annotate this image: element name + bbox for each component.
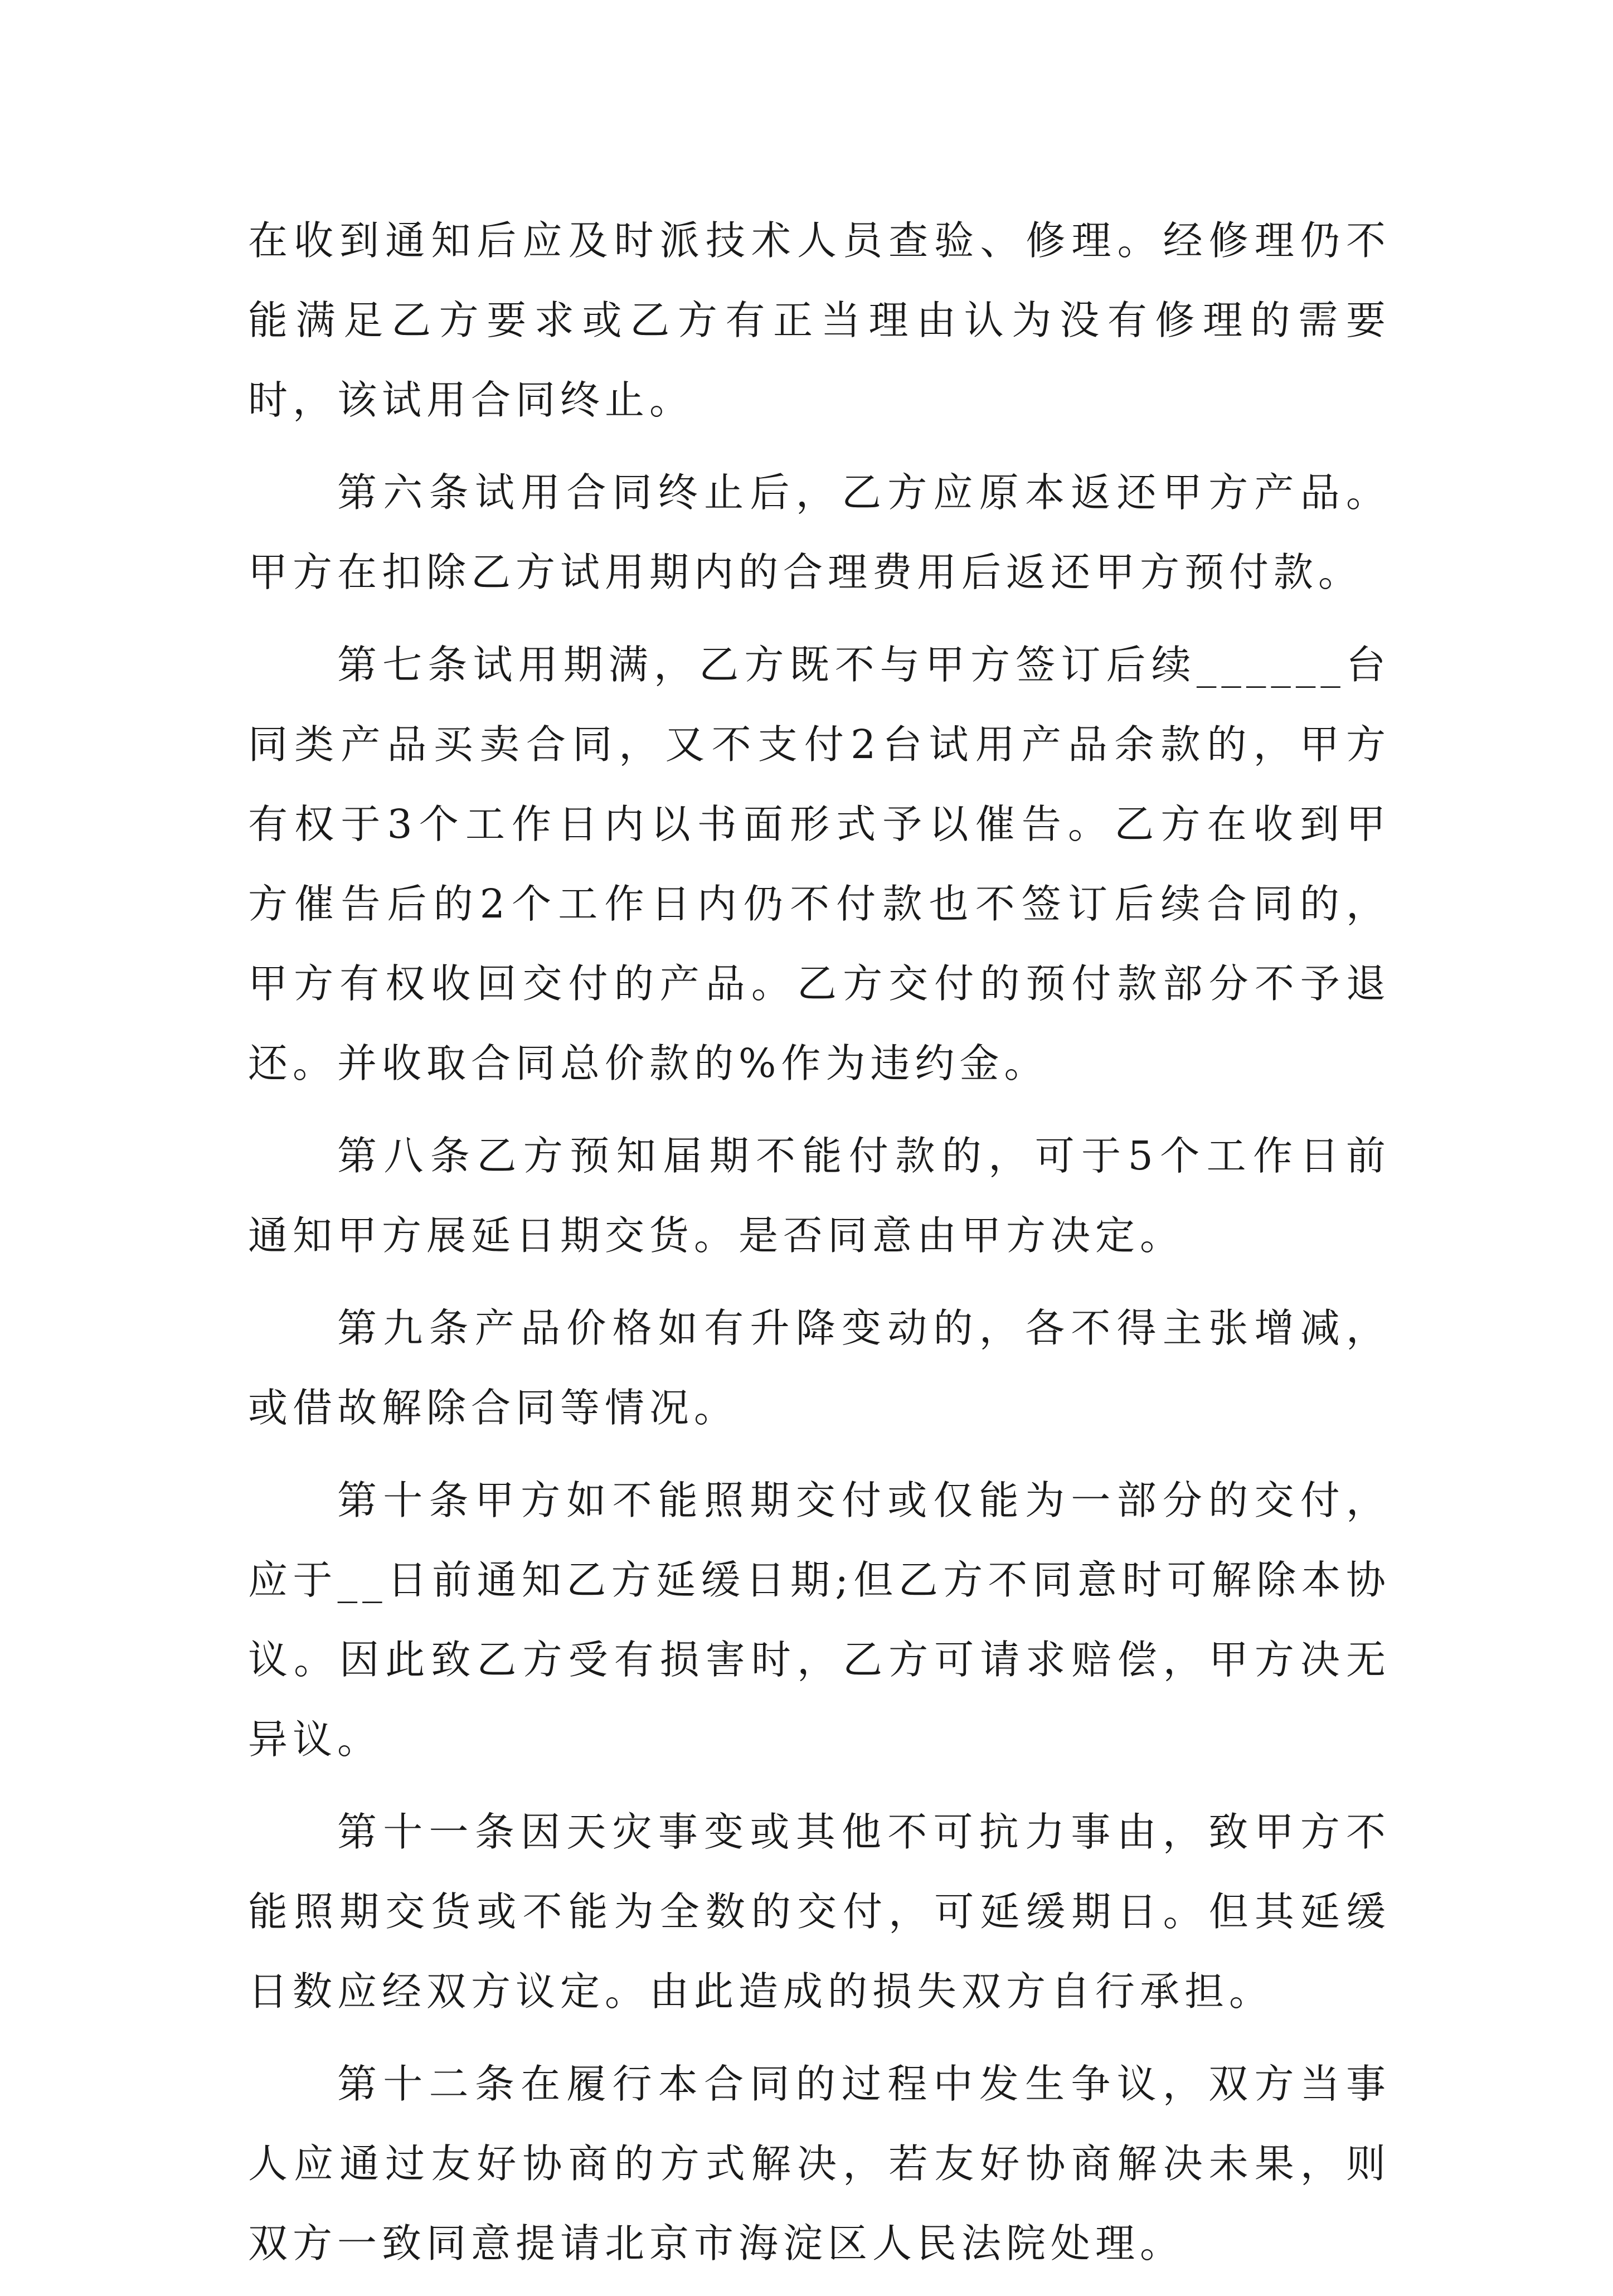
article-7: 第七条试用期满，乙方既不与甲方签订后续______台同类产品买卖合同，又不支付2台试用产品余款的，甲方有权于3个工作日内以书面形式予以催告。乙方在收到甲方催告后的2个工作日内仍不付款也不签订后续合同的，甲方有权收回交付的产品。乙方交付的预付款部分不予退还。并收取合同总价款的%作为违约金。 — [248, 642, 1391, 1086]
article-11: 第十一条因天灾事变或其他不可抗力事由，致甲方不能照期交货或不能为全数的交付，可延缓期日。但其延缓日数应经双方议定。由此造成的损失双方自行承担。 — [248, 1809, 1391, 2015]
article-10: 第十条甲方如不能照期交付或仅能为一部分的交付，应于__日前通知乙方延缓日期;但乙方不同意时可解除本协议。因此致乙方受有损害时，乙方可请求赔偿，甲方决无异议。 — [248, 1477, 1391, 1763]
article-12: 第十二条在履行本合同的过程中发生争议，双方当事人应通过友好协商的方式解决，若友好协商解决未果，则双方一致同意提请北京市海淀区人民法院处理。 — [248, 2061, 1391, 2266]
article-8: 第八条乙方预知届期不能付款的，可于5个工作日前通知甲方展延日期交货。是否同意由甲方决定。 — [248, 1133, 1391, 1259]
article-9: 第九条产品价格如有升降变动的，各不得主张增减，或借故解除合同等情况。 — [248, 1305, 1391, 1431]
article-6: 第六条试用合同终止后，乙方应原本返还甲方产品。甲方在扣除乙方试用期内的合理费用后返还甲方预付款。 — [248, 469, 1391, 595]
paragraph-continuation: 在收到通知后应及时派技术人员查验、修理。经修理仍不能满足乙方要求或乙方有正当理由认为没有修理的需要时，该试用合同终止。 — [248, 217, 1391, 423]
document-body — [248, 201, 1391, 2296]
